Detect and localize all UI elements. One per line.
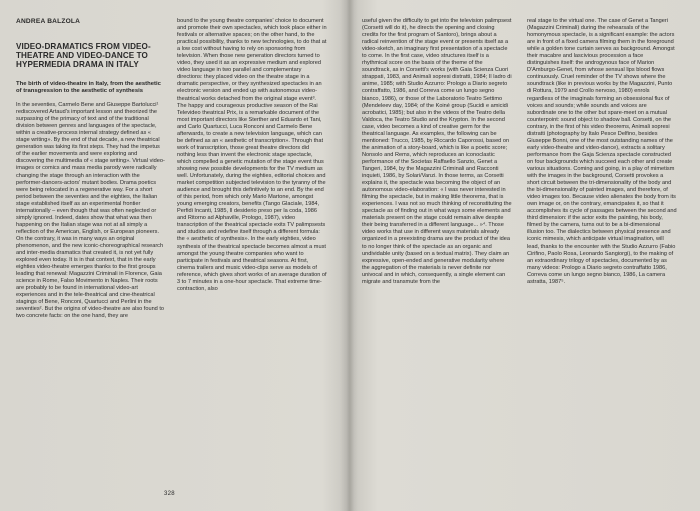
right-column-1 [362,18,512,498]
left-column-1 [16,18,166,498]
author-name: ANDREA BALZOLA [16,18,81,25]
section-lead: The birth of video-theatre in Italy, from the aesthetic of transgression to the aesthetic of synthesis [16,80,161,94]
body-text-col1: In the seventies, Carmelo Bene and Giuseppe Bartolucci¹ rediscovered Artaud's important lesson and theorized the surpassing of the primacy of text and of the traditional division between genres and languages of the spectacle, within a creative-process internal strategy defined as « stage writing». By the end of that decade, a new theatrical generation was taking its first steps. They had the impetus of the earlier movements and were exploring and discovering the multimedia of « stage writing». Virtual video-images or comics and mass media parody were radically changing the stage through an interaction with the performer-dancers-actors' mutant bodies. Drama poetics were being relocated in a regenerative way. For a short period between the seventies and the eighties, the Italian stage established itself as an experimental frontier internationally – even though that was often neglected or simply ignored. Indeed, dates show that what was then happening on the Italian stage was not at all simply a reflection of the American, English, or European pioneers. On the contrary, it was in many ways an original phenomenon, and the new iconic-choreographical research and inter-media dramatics that created it, is not yet fully explored even today. It is in that context, that in the early eighties video-theatre emerges thanks to the first groups leading that renewal: Magazzini Criminali in Florence, Gaia science in Rome, Falso Movimento in Naples. Their roots are probably to be found in international video-art experiences and in the tele-theatrical and cine-theatrical stagings of Bene, Ronconi, Quartucci and Perlini in the seventies². But the origins of video-theatre are also found to two concrete facts: on the one hand, they are [16,102,165,320]
gutter-shadow [340,0,358,511]
left-column-2 [177,18,327,498]
body-text-col3: useful given the difficulty to get into the television palimpsest (Corsetti will do it), he directs the opening and closing credits for the first program of Santoro), brings about a radical reinvention of the stage event or presents itself as a video-sketch, an imaginary first presentation of a spectacle to come. In the first case, video structures itself is a rhythmical score on the basis of the theme of the soundtrack, as in Corsetti's works (with Gaia Scienza Cuori strappati, 1983, and Animali sopresi distratti, 1984; Il ladro di anime, 1985; with Studio Azzurro: Prologo a Diario segreto contraffatto, 1986, and Correva come un lungo segno bianco, 1986), or those of the Laboratorio Teatro Settimo (Mendeleev day, 1984; of the Koiné group (Sucidi e amicidi acrobatici, 1985); but also in the videos of the Teatro della Valdoca, the Teatro Studio and the Krypton. In the second case, video becomes a kind of creative germ for the theatrical language. As examples, the following can be mentioned: Trucco, 1985, by Riccardo Caporossi, based on the animation of a story-board, which is like a poetic score; Nonsolo and Rems, which reproduces an iconoclastic performance of the Societas Raffaello Sanzio, Genet a Tangeri, 1984, by the Magazzini Criminali and Racconti inquieti, 1986, by Solari/Vanzi. In those terms, as Corsetti explains it, the spectacle was becoming the object of an autonomous video-elaboration: « I was never interested in filming the spectacle, but in making little theorems, that is experiences. I was not so much thinking of reconstituting the spectacle as of finding out in what ways some elements and materials present on the stage could remain alive despite their being transferred in a different language... »⁴. Those video works that use in different ways materials already organized in a preexisting drama are the product of the idea to no longer think of the spectacle as an organic and undividable unity (based on a textual matrix). They claim an expressive, open-ended and generative modularity where the aggregation of the materials is never definite nor univocal and in which, consequently, a single element can migrate and transmute from the [362,18,512,285]
body-text-col2: bound to the young theatre companies' choice to document and promote their own spectacles, which took place either in festivals or alternative spaces; on the other hand, to the practical possibility, thanks to new technologies, to do that at a low cost without having to rely on sponsoring from television. When those new generation directors turned to video, they used it as an expressive medium and explored video language in two parallel and complementary directions: they placed video on the theatre stage in a dramatic perspective, or they synthesized spectacles in an electronic version and ended up with autonomous video-theatrical works detached from the original stage event³. The happy and courageous productive season of the Rai Televideo theatrical Prix, is a remarkable document of the most important directors like Sterther and Eduardo et Tani, and Carlo Quartucci, Luca Ronconi and Carmelo Bene afterwards, to create a new television language, which can be defined as an « aesthetic of transcription». Through that work of transcription, those great theatre directors did nothing less than invent the electronic stage spectacle, which compelled a genetic mutation of the stage event thus showing new possible developments for the TV medium as well. Unfortunately, during the eighties, editorial choices and market competition subjected television to the tyranny of the audience and brought this definitively to an end. By the end of this period, from which only Mario Martone, amongst young emerging creators, benefits (Tango Glaciale, 1984, Perfidi Incanti, 1985, Il desiderio preso per la coda, 1986 and Ritorno ad Alphaville, Prologo, 1987), video transcription of the theatrical spectacle exits TV palimpsests and studios and redefine itself through a different formula: the « aesthetic of synthesis». In the early eighties, video synthesis of the theatrical spectacle becomes almost a must amongst the young theatre companies who want to participate in festivals and theatrical seasons. At first, cinema trailers and music video-clips serve as models of reference, which gives short works of an average duration of 3 to 7 minutes in a one-hour spectacle. That extreme time-contraction, also [177,18,327,292]
right-column-2 [527,18,677,498]
article-title: VIDEO-DRAMATICS FROM VIDEO-THEATRE AND VIDEO-DANCE TO HYPERMEDIA DRAMA IN ITALY [16,42,151,70]
body-text-col4: real stage to the virtual one. The case of Genet a Tangeri (Magazzini Criminali) during the rehearsals of the homonymous spectacle, is a significant example: the actors are in front of a fixed camera filming them in the foreground while a golden tone curtain serves as background. Amongst their macabre and lascivious procession a face distinguishes itself: the androgynous face of Marion D'Amburgo-Genet, from whose sensual lips blood flows continuously. Cruel reminder of the TV shows where the soundtrack (like in previous works by the Magazzini, Punto di Rottura, 1979 and Crollo nervoso, 1980) enrols regardless of the imaginals forming an obsessional flux of voices and sounds; while sounds and voices are subordinate one to the other but spare-meet on a mutual counterpoint: sound object to shadow ball. Corsetti, on the contrary, in the first of his video theorems, Animali sopresi distratti (photography by Italo Pesce Delfino, besides Giuseppe Bonni, one of the most outstanding names of the early video-theatre and video-dance), extracts a solitary performance from the Gaja Scienza spectacle constructed on four backgrounds which succeed each other and create various situations. Coming and going, in a play of mimetism with the images in the background, Corsetti provokes a short circuit between the tri-dimensionality of the body and the bi-dimensionality of painted images, and therefore, of video images too. Because video alienates the body from its own image or, on the contrary, emancipates it, so that it accomplishes its cycle of passages between the second and third dimension: if the actor exits the painting, his body, filmed by the camera, turns out to be a bi-dimensional illusion too. The dialectics between physical presence and iconic mimesis, which anticipate virtual imagination, will lead, thanks to the encounter with the Studio Azzurro (Fabio Cirifino, Paolo Rosa, Leonardo Sangiorgi), to the making of an extraordinary trilogy of spectacles, documented by as many videos: Prologo a Diario segreto contraffatto 1986, Correva come un lungo segno bianco, 1986, La camera astratta, 1987⁵. [527,18,677,285]
page-number: 328 [164,491,175,497]
